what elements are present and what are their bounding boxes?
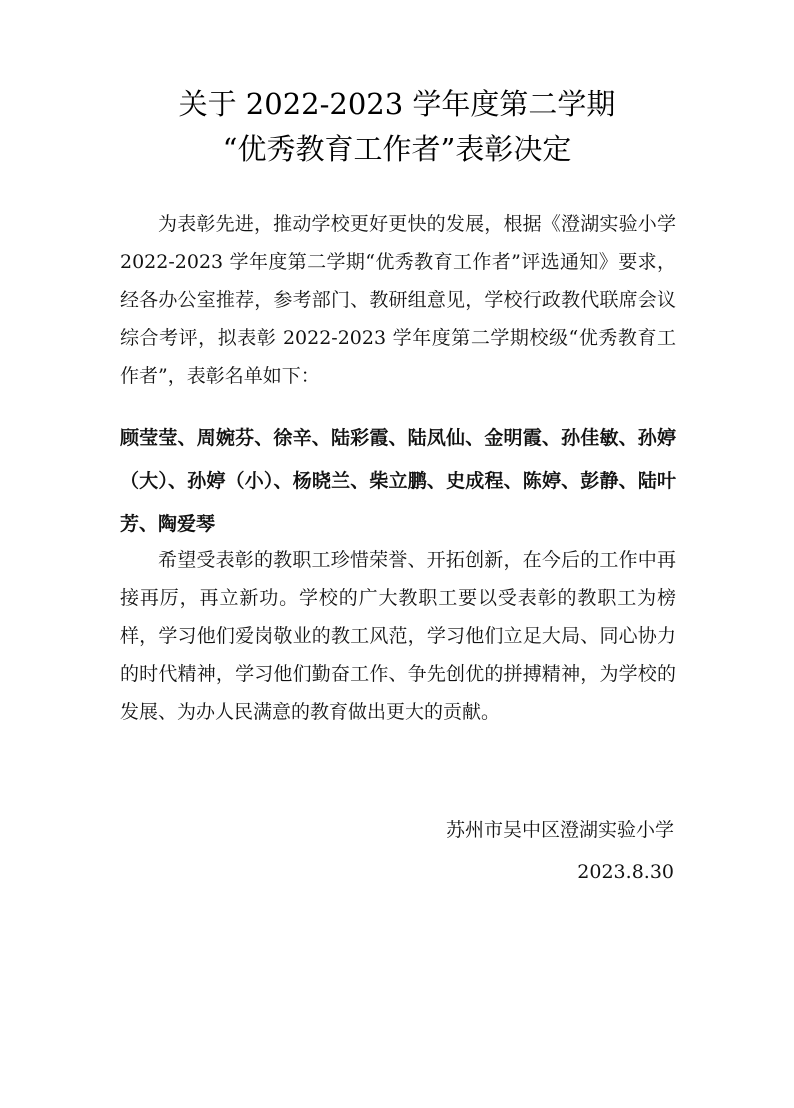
document-title-line1: 关于 2022-2023 学年度第二学期 — [178, 87, 616, 121]
intro-paragraph: 为表彰先进，推动学校更好更快的发展，根据《澄湖实验小学 2022-2023 学年度第二学期“优秀教育工作者”评选通知》要求，经各办公室推荐，参考部门、教研组意见，学校行政教代联席会议综合考评，拟表彰 2022-2023 学年度第二学期校级“优秀教育工作者”，表彰名单如下： — [120, 213, 676, 387]
signature-organization: 苏州市吴中区澄湖实验小学 — [445, 819, 674, 841]
honoree-names: 顾莹莹、周婉芬、徐辛、陆彩霞、陆凤仙、金明霞、孙佳敏、孙婷（大）、孙婷（小）、杨晓兰、柴立鹏、史成程、陈婷、彭静、陆叶芳、陶爱琴 — [120, 427, 676, 535]
closing-paragraph: 希望受表彰的教职工珍惜荣誉、开拓创新，在今后的工作中再接再厉，再立新功。学校的广大教职工要以受表彰的教职工为榜样，学习他们爱岗敬业的教工风范，学习他们立足大局、同心协力的时代精神，学习他们勤奋工作、争先创优的拼搏精神，为学校的发展、为办人民满意的教育做出更大的贡献。 — [120, 549, 676, 723]
signature-date: 2023.8.30 — [577, 861, 674, 883]
document-title-line2: “优秀教育工作者”表彰决定 — [222, 132, 572, 166]
